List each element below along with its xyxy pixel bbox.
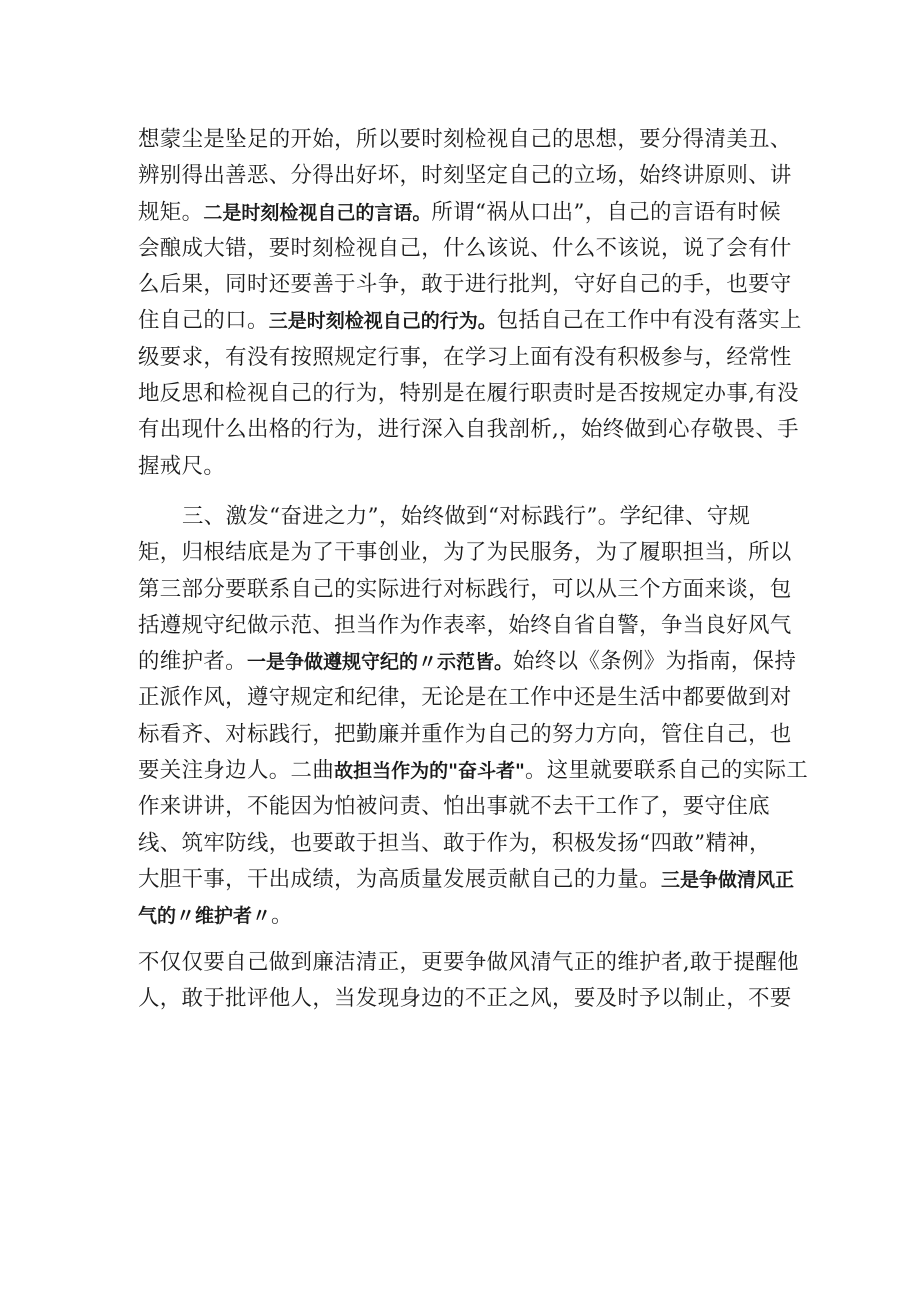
text-run: 有出现什么出格的行为，进行深入自我剖析,，始终做到心存敬畏、手 (138, 417, 799, 443)
text-run: 矩，归根结底是为了干事创业，为了为民服务，为了履职担当，所以 (138, 540, 792, 566)
paragraph-3 (138, 945, 798, 1018)
text-run: 第三部分要联系自己的实际进行对标践行，可以从三个方面来谈，包 (138, 576, 792, 602)
text-line (138, 340, 798, 376)
text-run: 人，敢于批评他人，当发现身边的不正之风，要及时予以制止，不要 (138, 985, 792, 1011)
text-line (138, 608, 798, 644)
text-run: 要关注身边人。二曲 (138, 758, 335, 784)
bold-phrase: 三是争做清风正 (660, 868, 794, 891)
text-run: 始终以《条例》为指南，保持 (512, 649, 797, 675)
text-line (138, 680, 798, 716)
text-line (138, 449, 798, 485)
text-run: 。这里就要联系自己的实际工 (524, 758, 809, 784)
text-line (138, 572, 798, 608)
text-line (138, 195, 798, 231)
bold-phrase: 一是争做遵规守纪的〃示范皆。 (246, 651, 513, 674)
text-line (138, 753, 809, 789)
text-run: 的维护者。 (138, 649, 247, 675)
text-line (138, 267, 798, 303)
text-line (138, 644, 798, 680)
text-run: 地反思和检视自己的行为，特别是在履行职责时是否按规定办事,有没 (138, 381, 799, 407)
text-run: 会酿成大错，要时刻检视自己，什么该说、什么不该说，说了会有什 (138, 235, 792, 261)
text-run: 么后果，同时还要善于斗争，敢于进行批判，守好自己的手，也要守 (138, 272, 792, 298)
text-run: 所谓“祸从口出”，自己的言语有时候 (431, 199, 781, 225)
text-line (138, 862, 798, 898)
text-run: 不仅仅要自己做到廉洁清正，更要争做风清气正的维护者,敢于提醒他 (138, 949, 799, 975)
bold-phrase: 气的〃维护者〃 (138, 905, 272, 928)
text-run: 包括自己在工作中有没有落实上 (496, 308, 802, 334)
text-run: 正派作风，遵守规定和纪律，无论是在工作中还是生活中都要做到对 (138, 685, 792, 711)
bold-phrase: 故担当作为的"奋斗者" (334, 760, 525, 783)
text-line (138, 717, 798, 753)
text-run: 级要求，有没有按照规定行事，在学习上面有没有积极参与，经常性 (138, 344, 792, 370)
text-run: 括遵规守纪做示范、担当作为作表率，始终自省自警，争当良好风气 (138, 612, 792, 638)
text-line (138, 412, 798, 448)
text-line (138, 898, 798, 934)
text-line (138, 789, 798, 825)
text-line (138, 535, 798, 571)
paragraph-1 (138, 122, 802, 485)
text-line (138, 376, 798, 412)
text-line (138, 122, 798, 158)
text-run: 三、激发“奋进之力”，始终做到“对标践行”。学纪律、守规 (182, 503, 751, 529)
text-line (138, 231, 798, 267)
text-line (138, 826, 798, 862)
paragraph-2 (138, 499, 809, 935)
text-run: 握戒尺。 (138, 453, 226, 479)
text-line (138, 499, 798, 535)
text-line (138, 303, 802, 339)
text-run: 线、筑牢防线，也要敢于担当、敢于作为，积极发扬“四敢”精神， (138, 830, 771, 856)
text-line (138, 981, 798, 1017)
text-run: 规矩。 (138, 199, 204, 225)
text-line (138, 158, 798, 194)
bold-phrase: 二是时刻检视自己的言语。 (203, 201, 432, 224)
text-run: 作来讲讲，不能因为怕被问责、怕出事就不去干工作了，要守住底 (138, 794, 770, 820)
text-run: 辨别得出善恶、分得出好坏，时刻坚定自己的立场，始终讲原则、讲 (138, 163, 792, 189)
text-run: 。 (271, 903, 293, 929)
document-body (138, 122, 809, 1017)
text-run: 想蒙尘是坠足的开始，所以要时刻检视自己的思想，要分得清美丑、 (138, 127, 792, 152)
text-run: 住自己的口。 (138, 308, 269, 334)
text-line (138, 945, 798, 981)
bold-phrase: 三是时刻检视自己的行为。 (268, 310, 497, 333)
text-run: 标看齐、对标践行，把勤廉并重作为自己的努力方向，管住自己，也 (138, 721, 792, 747)
text-run: 大胆干事，干出成绩，为高质量发展贡献自己的力量。 (138, 866, 661, 892)
